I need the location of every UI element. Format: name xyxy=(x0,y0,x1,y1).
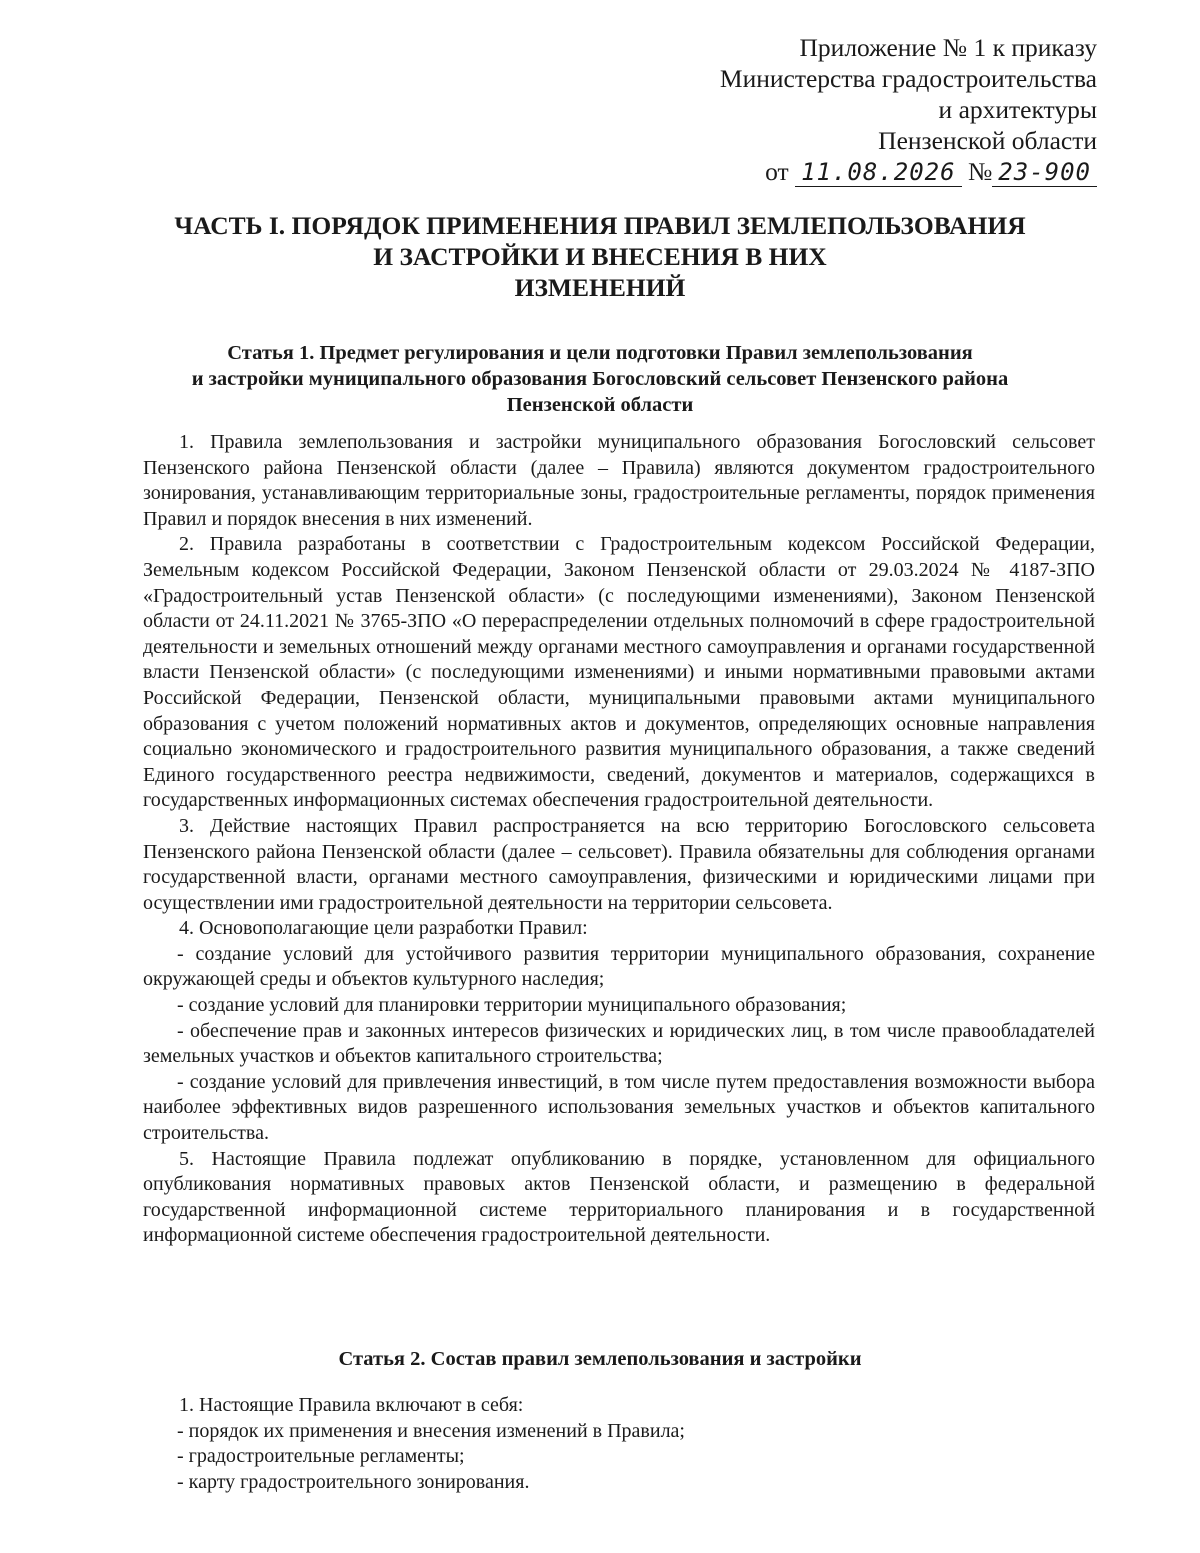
article-1-title-line-3: Пензенской области xyxy=(506,394,694,416)
part-title-line-2: И ЗАСТРОЙКИ И ВНЕСЕНИЯ В НИХ xyxy=(373,242,827,271)
part-title-line-3: ИЗМЕНЕНИЙ xyxy=(514,273,686,302)
article-1-title-line-1: Статья 1. Предмет регулирования и цели подготовки Правил землепользования xyxy=(227,342,973,364)
date-prefix: от xyxy=(765,157,789,186)
paragraph: 2. Правила разработаны в соответствии с Градостроительным кодексом Российской Федерации, Земельным кодексом Российской Федерации, Законом Пензенской области от 29.03.2024 № 4187-ЗПО «Градостроительный устав Пензенской области» (с последующими изменениями), Законом Пензенской области от 24.11.2021 № 3765-ЗПО «О перераспределении отдельных полномочий в сфере градостроительной деятельности и земельных отношений между органами местного самоуправления и органами государственной власти Пензенской области» (с последующими изменениями) и иными нормативными правовыми актами Российской Федерации, Пензенской области, муниципальными правовыми актами муниципального образования с учетом положений нормативных актов и документов, определяющих основные направления социально экономического и градостроительного развития муниципального образования, а также сведений Единого государственного реестра недвижимости, сведений, документов и материалов, содержащихся в государственных информационных системах обеспечения градостроительной деятельности. xyxy=(143,533,1095,812)
paragraph: 1. Правила землепользования и застройки муниципального образования Богословский сельсовет Пензенского района Пензенской области (далее – Правила) являются документом градостроительного зонирования, устанавливающим территориальные зоны, градостроительные регламенты, порядок применения Правил и порядок внесения в них изменений. xyxy=(143,431,1095,530)
list-item: - обеспечение прав и законных интересов физических и юридических лиц, в том числе правообладателей земельных участков и объектов капитального строительства; xyxy=(143,1019,1095,1068)
annex-line-1: Приложение № 1 к приказу xyxy=(799,33,1097,62)
article-2-title xyxy=(120,1346,1080,1372)
article-2-body xyxy=(143,1393,1095,1495)
annex-line-2: Министерства градостроительства xyxy=(719,64,1097,93)
annex-line-3: и архитектуры xyxy=(938,95,1097,124)
annex-header xyxy=(720,32,1097,188)
annex-line-4: Пензенской области xyxy=(878,126,1097,155)
article-1-title-line-2: и застройки муниципального образования Богословский сельсовет Пензенского района xyxy=(191,368,1009,390)
paragraph: 4. Основополагающие цели разработки Правил: xyxy=(179,917,588,940)
handwritten-date: 11.08.2026 xyxy=(795,158,962,187)
list-item: - порядок их применения и внесения изменений в Правила; xyxy=(177,1419,685,1442)
part-title xyxy=(0,210,1200,303)
paragraph: 3. Действие настоящих Правил распространяется на всю территорию Богословского сельсовета Пензенского района Пензенской области (далее – сельсовет). Правила обязательны для соблюдения органами государственной власти, органами местного самоуправления, физическими и юридическими лицами при осуществлении ими градостроительной деятельности на территории сельсовета. xyxy=(143,814,1095,914)
list-item: - карту градостроительного зонирования. xyxy=(177,1470,530,1493)
list-item: - градостроительные регламенты; xyxy=(177,1445,465,1468)
order-date-number xyxy=(720,156,1097,188)
list-item: - создание условий для устойчивого развития территории муниципального образования, сохранение окружающей среды и объектов культурного наследия; xyxy=(143,942,1095,991)
list-item: - создание условий для привлечения инвестиций, в том числе путем предоставления возможности выбора наиболее эффективных видов разрешенного использования земельных участков и объектов капитального строительства. xyxy=(143,1070,1095,1145)
article-2-title-line: Статья 2. Состав правил землепользования и застройки xyxy=(338,1348,862,1370)
article-1-title xyxy=(120,340,1080,418)
article-1-body xyxy=(143,430,1095,1249)
paragraph: 5. Настоящие Правила подлежат опубликованию в порядке, установленном для официального опубликования нормативных правовых актов Пензенской области, и размещению в федеральной государственной информационной системе территориального планирования и в государственной информационной системе обеспечения градостроительной деятельности. xyxy=(143,1147,1095,1247)
number-prefix: № xyxy=(967,157,993,186)
handwritten-number: 23-900 xyxy=(992,158,1097,187)
paragraph: 1. Настоящие Правила включают в себя: xyxy=(179,1394,524,1416)
part-title-line-1: ЧАСТЬ I. ПОРЯДОК ПРИМЕНЕНИЯ ПРАВИЛ ЗЕМЛЕПОЛЬЗОВАНИЯ xyxy=(174,211,1026,240)
list-item: - создание условий для планировки территории муниципального образования; xyxy=(177,994,847,1017)
